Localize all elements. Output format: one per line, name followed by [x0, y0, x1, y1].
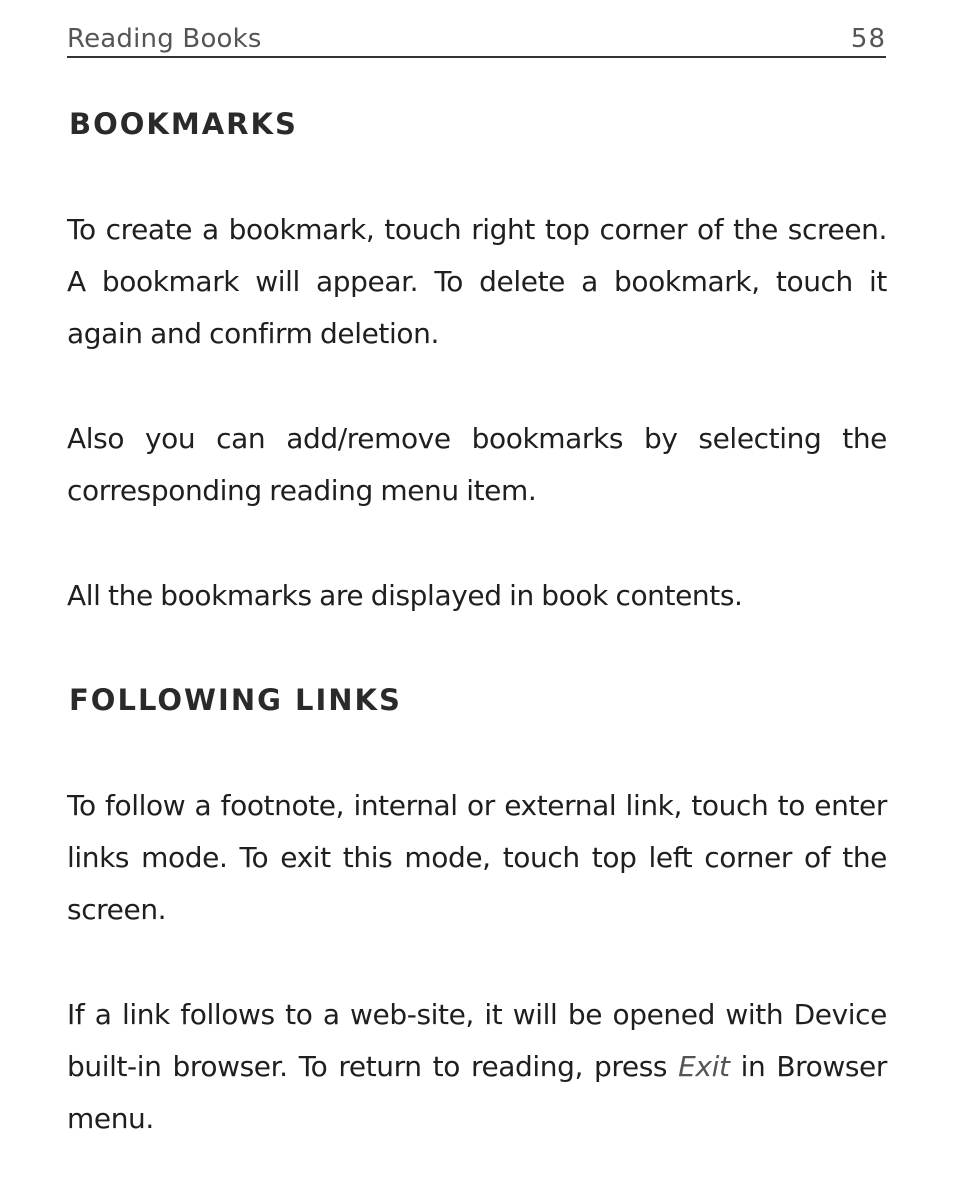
running-header — [67, 24, 886, 58]
web-link-text-after: in Browser menu. — [67, 1050, 887, 1135]
exit-emphasis: Exit — [678, 1050, 730, 1083]
paragraph-add-remove-bookmarks: Also you can add/remove bookmarks by selecting the corresponding reading menu item. — [67, 422, 887, 507]
section-heading-following-links: FOLLOWING LINKS — [69, 683, 402, 717]
running-title: Reading Books — [67, 24, 262, 54]
section-heading-bookmarks: BOOKMARKS — [69, 107, 298, 141]
web-link-text-before: If a link follows to a web-site, it will be opened with Device built-in browser. To return to reading, press — [67, 998, 887, 1083]
paragraph-follow-footnote: To follow a footnote, internal or external link, touch to enter links mode. To exit this mode, touch top left corner of the screen. — [67, 789, 887, 926]
paragraph-create-bookmark: To create a bookmark, touch right top corner of the screen. A bookmark will appear. To delete a bookmark, touch it again and confirm deletion. — [67, 213, 887, 350]
paragraph-bookmarks-in-contents: All the bookmarks are displayed in book contents. — [67, 579, 743, 612]
paragraph-web-site-link — [67, 989, 887, 1145]
page-number: 58 — [850, 24, 886, 54]
